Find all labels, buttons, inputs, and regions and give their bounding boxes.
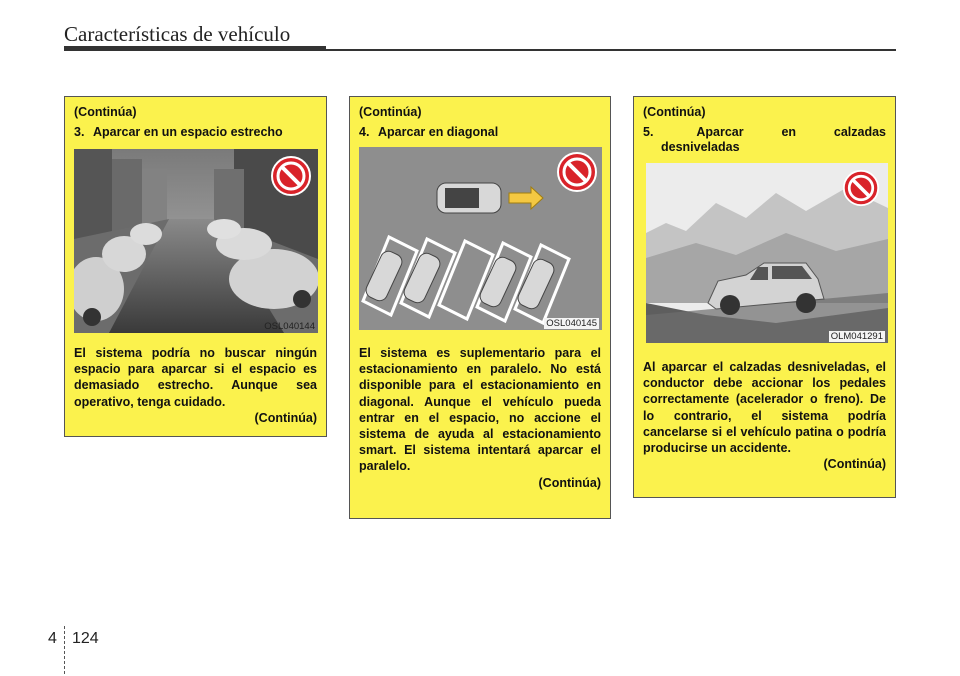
no-entry-icon [842,169,880,207]
step-heading [359,124,601,140]
step-number: 3. [74,125,85,139]
warning-text [74,345,317,426]
step-heading [74,124,317,140]
slope-parking-illustration [646,163,888,343]
step-number: 4. [359,125,370,139]
continued-end-label: (Continúa) [254,410,317,425]
diagonal-parking-illustration [359,147,602,330]
continued-end-label: (Continúa) [823,457,886,472]
step-title-continued: desniveladas [661,140,740,154]
step-title: Aparcar en calzadas [696,125,886,139]
caution-panel-diagonal [349,96,611,519]
no-entry-icon [556,151,598,193]
continued-label: (Continúa) [643,105,706,119]
caution-panel-narrow-space [64,96,327,437]
continued-label: (Continúa) [359,105,422,119]
figure-code: OLM041291 [830,331,883,342]
step-title: Aparcar en un espacio estrecho [93,125,283,139]
header-rule-thick [64,46,326,51]
warning-text [359,345,601,491]
warning-text [643,359,886,472]
page-header-title: Características de vehículo [64,22,291,46]
warning-body: El sistema es suplementario para el estacionamiento en paralelo. No está disponible para el estacionamiento en diagonal. Aunque el vehículo pueda entrar en el espacio, no accione el sistema de ayuda al estacionamiento smart. El sistema intentará aparcar el paralelo. [359,346,601,474]
no-entry-icon [270,155,312,197]
continued-label: (Continúa) [74,105,137,119]
warning-body: Al aparcar el calzadas desniveladas, el conductor debe accionar los pedales correctamente (acelerador o freno). De lo contrario, el sistema podría cancelarse si el vehículo patina o podría producirse un accidente. [643,360,886,456]
step-title: Aparcar en diagonal [378,125,499,139]
step-number: 5. [643,125,654,139]
warning-body: El sistema podría no buscar ningún espacio para aparcar si el espacio es demasiado estrecho. Aunque sea operativo, tenga cuidado. [74,346,317,409]
page-number: 124 [72,630,99,647]
step-heading [643,124,886,140]
footer-divider [64,626,66,674]
caution-panel-slope [633,96,896,498]
figure-code: OSL040145 [546,318,597,329]
narrow-parking-illustration [74,149,318,333]
continued-end-label: (Continúa) [538,475,601,490]
figure-code: OSL040144 [264,321,315,332]
chapter-number: 4 [48,630,57,647]
header-rule-thin [326,49,896,51]
